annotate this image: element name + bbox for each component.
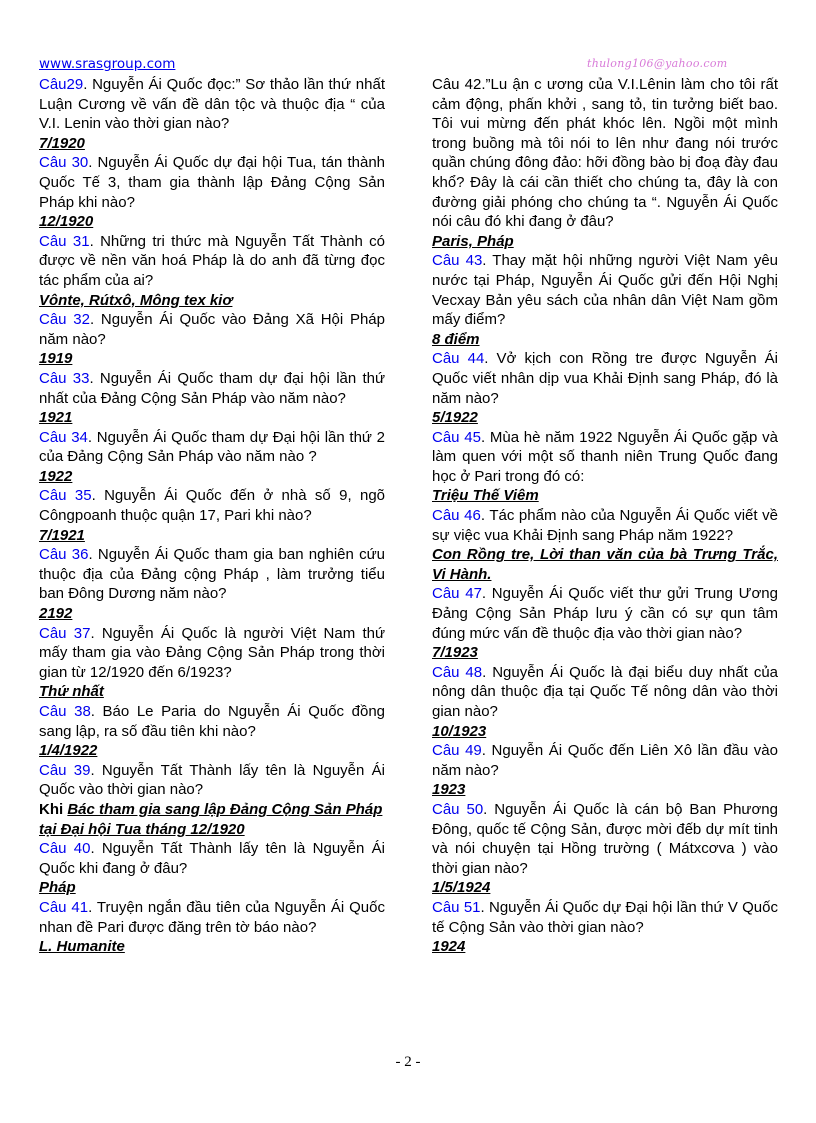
answer: 1924: [432, 938, 466, 956]
question-47: [432, 584, 778, 643]
answer: 1/4/1922: [39, 742, 98, 760]
question-number: Câu 46: [432, 507, 481, 525]
answer: Thứ nhất: [39, 683, 104, 701]
answer: 2192: [39, 605, 73, 623]
question-number: Câu 33: [39, 369, 90, 387]
question-text: . Nguyễn Ái Quốc tham dự đại hội lần thứ nhất của Đảng Cộng Sản Pháp vào năm nào?: [39, 369, 385, 407]
question-35: [39, 486, 385, 525]
answer: 8 điểm: [432, 330, 480, 348]
question-number: Câu 34: [39, 428, 88, 446]
question-number: Câu 42: [432, 76, 482, 93]
question-number: Câu 44: [432, 350, 485, 368]
question-number: Câu 39: [39, 761, 91, 779]
question-text: . Nguyễn Ái Quốc đọc:” Sơ thảo lần thứ nhất Luận Cương về vấn đề dân tộc và thuộc địa “ của V.I. Lenin vào thời gian nào?: [39, 76, 385, 133]
email-address: thulong106@yahoo.com: [587, 57, 728, 70]
page-number: - 2 -: [395, 1054, 421, 1070]
question-number: Câu 49: [432, 742, 482, 760]
question-text: . Tác phẩm nào của Nguyễn Ái Quốc viết về sự việc vua Khải Định sang Pháp năm 1922?: [432, 507, 778, 544]
question-41: [39, 898, 385, 937]
question-number: Câu 50: [432, 800, 484, 818]
question-text: . Những tri thức mà Nguyễn Tất Thành có được về nền văn hoá Pháp là do anh đã từng đọc tác phẩm của ai?: [39, 232, 386, 289]
question-text: . Nguyễn Ái Quốc viết thư gửi Trung Ương Đảng Cộng Sản Pháp lưu ý cần có sự qun tâm đúng mức vấn đề thuộc địa vào thời gian nào?: [432, 585, 778, 642]
question-number: Câu 47: [432, 585, 482, 603]
question-37: [39, 624, 385, 683]
question-number: Câu 37: [39, 624, 91, 642]
answer: 1923: [432, 781, 466, 799]
question-text: . Nguyễn Ái Quốc là đại biểu duy nhất của nông dân thuộc địa tại Quốc Tế nông dân vào thời gian nào?: [432, 663, 778, 720]
question-number: Câu 48: [432, 663, 483, 681]
answer: Pháp: [39, 879, 76, 897]
answer-text: Bác tham gia sang lập Đảng Cộng Sản Pháp tại Đại hội Tua tháng 12/1920: [39, 800, 383, 838]
question-51: [432, 898, 778, 937]
question-number: Câu 40: [39, 840, 91, 858]
answer: Triệu Thế Viêm: [432, 487, 539, 505]
question-text: . Nguyễn Ái Quốc tham gia ban nghiên cứu thuộc địa của Đảng cộng Pháp , làm trưởng tiểu ban Đông Dương năm nào?: [39, 546, 386, 603]
answer: 1/5/1924: [432, 879, 491, 897]
question-number: Câu 36: [39, 546, 89, 564]
question-text: . Nguyễn Tất Thành lấy tên là Nguyễn Ái Quốc khi đang ở đâu?: [39, 840, 385, 877]
question-38: [39, 702, 385, 741]
question-33: [39, 369, 385, 408]
question-text: . Nguyễn Ái Quốc đến ở nhà số 9, ngõ Côngpoanh thuộc quận 17, Pari khi nào?: [39, 487, 386, 525]
question-number: Câu 32: [39, 311, 90, 329]
question-44: [432, 349, 778, 408]
question-43: [432, 251, 778, 329]
left-column: [39, 75, 385, 957]
question-text: . Nguyễn Ái Quốc là cán bộ Ban Phương Đông, quốc tế Cộng Sản, được mời đếb dự mít tinh và nói chuyện tại Hồng trường ( Mátxcơva ) vào thời gian nào?: [432, 800, 778, 877]
question-46: [432, 506, 778, 545]
answer: Paris, Pháp: [432, 232, 514, 250]
answer: L. Humanite: [39, 938, 125, 956]
question-text: . Thay mặt hội những người Việt Nam yêu nước tại Pháp, Nguyễn Ái Quốc gửi đến Hội Nghị Vecxay Bản yêu sách của nhân dân Việt Nam gồm mấy điểm?: [432, 252, 778, 329]
question-text: . Nguyễn Ái Quốc vào Đảng Xã Hội Pháp năm nào?: [39, 311, 385, 348]
answer: 7/1920: [39, 134, 85, 152]
question-number: Câu 51: [432, 898, 481, 916]
question-50: [432, 800, 778, 878]
answer: 10/1923: [432, 722, 487, 740]
question-text: . Báo Le Paria do Nguyễn Ái Quốc đồng sang lập, ra số đầu tiên khi nào?: [39, 703, 386, 740]
answer: 7/1923: [432, 644, 478, 662]
question-31: [39, 232, 385, 291]
question-text: . Mùa hè năm 1922 Nguyễn Ái Quốc gặp và làm quen với một số thanh niên Trung Quốc đang học ở Pari trong đó có:: [432, 428, 778, 485]
question-number: Câu29: [39, 76, 84, 93]
question-36: [39, 545, 385, 604]
question-32: [39, 310, 385, 349]
answer: 7/1921: [39, 526, 85, 544]
question-text: .”Lu ận c ương của V.I.Lênin làm cho tôi rất cảm động, phấn khởi , sang tỏ, tin tưởng biết bao. Tôi vui mừng đến phát khóc lên. Ngồi một mình trong buồng mà tôi nói to lên như đang nói trước quần chúng đông đảo: hỡi đồng bào bị đoạ đày đau khổ? Đây là cái cần thiết cho chúng ta, đây là con đường giải phóng cho chúng ta “. Nguyễn Ái Quốc nói câu đó khi đang ở đâu?: [432, 76, 778, 231]
answer: 1919: [39, 350, 73, 368]
right-column: [432, 75, 778, 957]
question-42: [432, 75, 778, 232]
question-text: . Nguyễn Ái Quốc đến Liên Xô lần đầu vào năm nào?: [432, 742, 778, 779]
question-number: Câu 35: [39, 487, 92, 505]
question-text: . Truyện ngắn đầu tiên của Nguyễn Ái Quốc nhan đề Pari được đăng trên tờ báo nào?: [39, 898, 385, 936]
question-number: Câu 43: [432, 252, 483, 270]
answer: 5/1922: [432, 409, 478, 427]
question-30: [39, 153, 385, 212]
question-29: [39, 75, 385, 134]
question-text: . Vở kịch con Rồng tre được Nguyễn Ái Quốc viết nhân dịp vua Khải Định sang Pháp, đó là năm nào?: [432, 350, 778, 407]
website-link[interactable]: www.srasgroup.com: [39, 56, 176, 72]
question-49: [432, 741, 778, 780]
question-48: [432, 663, 778, 722]
question-34: [39, 428, 385, 467]
answer: 12/1920: [39, 213, 94, 231]
question-text: . Nguyễn Tất Thành lấy tên là Nguyễn Ái Quốc vào thời gian nào?: [39, 761, 385, 799]
question-number: Câu 38: [39, 703, 91, 720]
question-39: [39, 761, 385, 800]
question-number: Câu 41: [39, 898, 89, 916]
answer: Con Rồng tre, Lời than văn của bà Trưng Trắc, Vi Hành.: [432, 546, 778, 583]
question-number: Câu 45: [432, 428, 481, 446]
question-text: . Nguyễn Ái Quốc tham dự Đại hội lần thứ 2 của Đảng Cộng Sản Pháp vào năm nào ?: [39, 428, 385, 466]
answer: 1921: [39, 409, 73, 427]
answer: Vônte, Rútxô, Mông tex kiơ: [39, 291, 233, 309]
answer: 1922: [39, 467, 73, 485]
question-40: [39, 839, 385, 878]
answer: [39, 800, 385, 839]
question-text: . Nguyễn Ái Quốc dự Đại hội lần thứ V Quốc tế Cộng Sản vào thời gian nào?: [432, 898, 778, 936]
question-text: . Nguyễn Ái Quốc là người Việt Nam thứ mấy tham gia vào Đảng Cộng Sản Pháp trong thời gian từ 12/1920 đến 6/1923?: [39, 624, 385, 681]
question-number: Câu 31: [39, 232, 90, 250]
question-45: [432, 428, 778, 487]
question-text: . Nguyễn Ái Quốc dự đại hội Tua, tán thành Quốc Tế 3, tham gia thành lập Đảng Cộng Sản Pháp khi nào?: [39, 154, 385, 211]
answer-prefix: Khi: [39, 800, 68, 818]
question-number: Câu 30: [39, 154, 89, 172]
